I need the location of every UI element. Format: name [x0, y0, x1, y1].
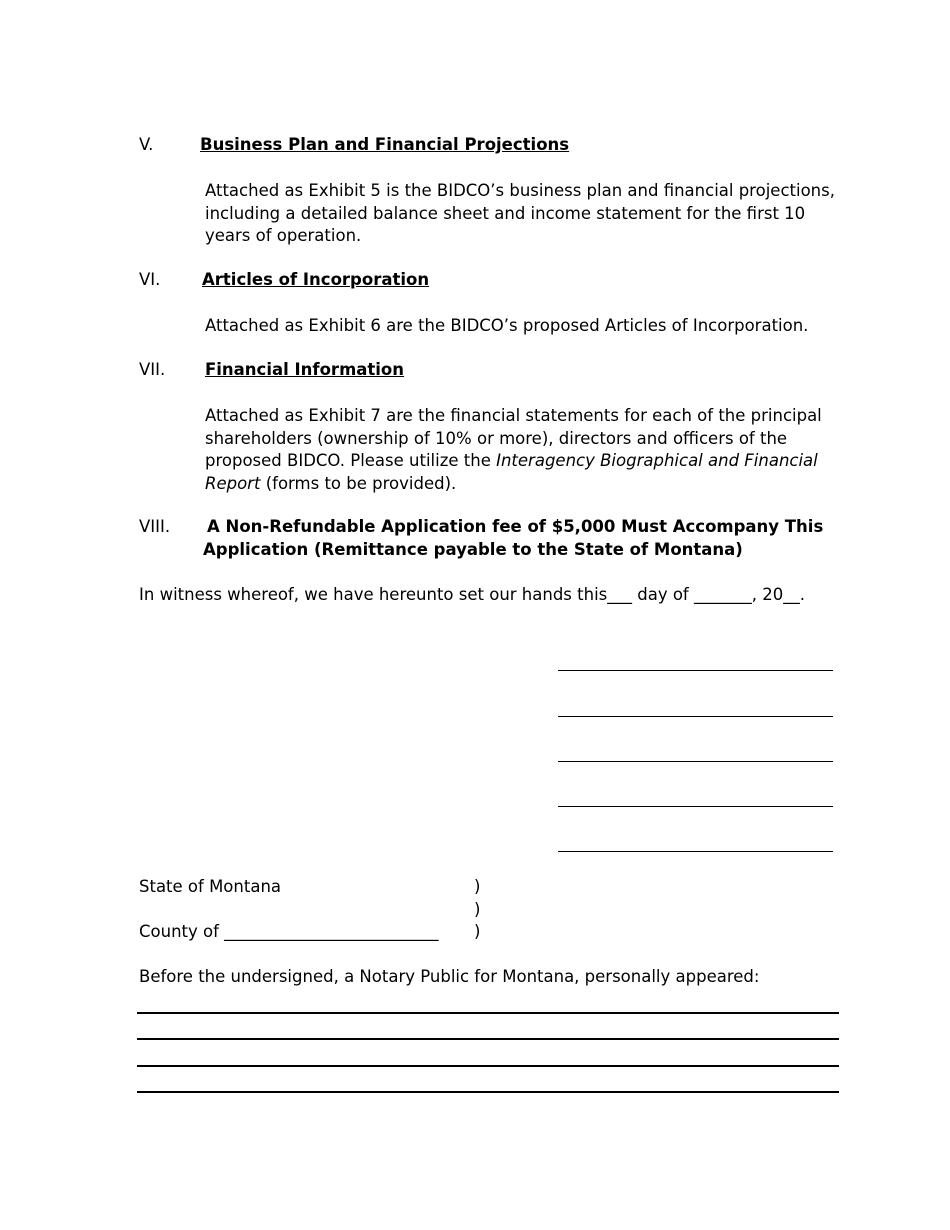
section-8-title-line1: A Non-Refundable Application fee of $5,000 Must Accompany This — [207, 517, 824, 536]
section-8-title-line2: Application (Remittance payable to the State of Montana) — [203, 540, 743, 559]
notary-line-4 — [137, 1091, 839, 1093]
section-6-number: VI. — [139, 270, 161, 289]
section-7-number: VII. — [139, 360, 166, 379]
signature-line-3 — [558, 761, 833, 762]
form-title-italic: Interagency Biographical and Financial Report — [205, 451, 818, 493]
venue-paren-2: ) — [474, 900, 481, 919]
notary-line-3 — [137, 1065, 839, 1067]
section-6-title: Articles of Incorporation — [202, 270, 430, 289]
venue-paren-1: ) — [474, 877, 481, 896]
section-7-title: Financial Information — [205, 360, 405, 379]
signature-line-5 — [558, 851, 833, 852]
notary-line-1 — [137, 1012, 839, 1014]
venue-county: County of __________________________ — [139, 922, 439, 941]
witness-statement: In witness whereof, we have hereunto set our hands this___ day of _______, 20__. — [139, 585, 805, 604]
section-6-body: Attached as Exhibit 6 are the BIDCO’s proposed Articles of Incorporation. — [205, 316, 809, 335]
section-7-body-tail: (forms to be provided). — [260, 473, 457, 493]
signature-line-4 — [558, 806, 833, 807]
section-7-body — [205, 405, 845, 495]
signature-line-1 — [558, 670, 833, 671]
venue-state: State of Montana — [139, 877, 282, 896]
venue-paren-3: ) — [474, 922, 481, 941]
notary-statement: Before the undersigned, a Notary Public for Montana, personally appeared: — [139, 967, 760, 986]
section-5-number: V. — [139, 135, 154, 154]
section-7-body-text: Attached as Exhibit 7 are the financial statements for each of the principal shareholders (ownership of 10% or more), directors and officers of the proposed BIDCO. Please utilize the — [205, 406, 822, 470]
section-5-body: Attached as Exhibit 5 is the BIDCO’s business plan and financial projections, including a detailed balance sheet and income statement for the first 10 years of operation. — [205, 181, 835, 245]
section-5-title: Business Plan and Financial Projections — [200, 135, 570, 154]
signature-line-2 — [558, 716, 833, 717]
notary-line-2 — [137, 1038, 839, 1040]
section-8-number: VIII. — [139, 517, 171, 536]
